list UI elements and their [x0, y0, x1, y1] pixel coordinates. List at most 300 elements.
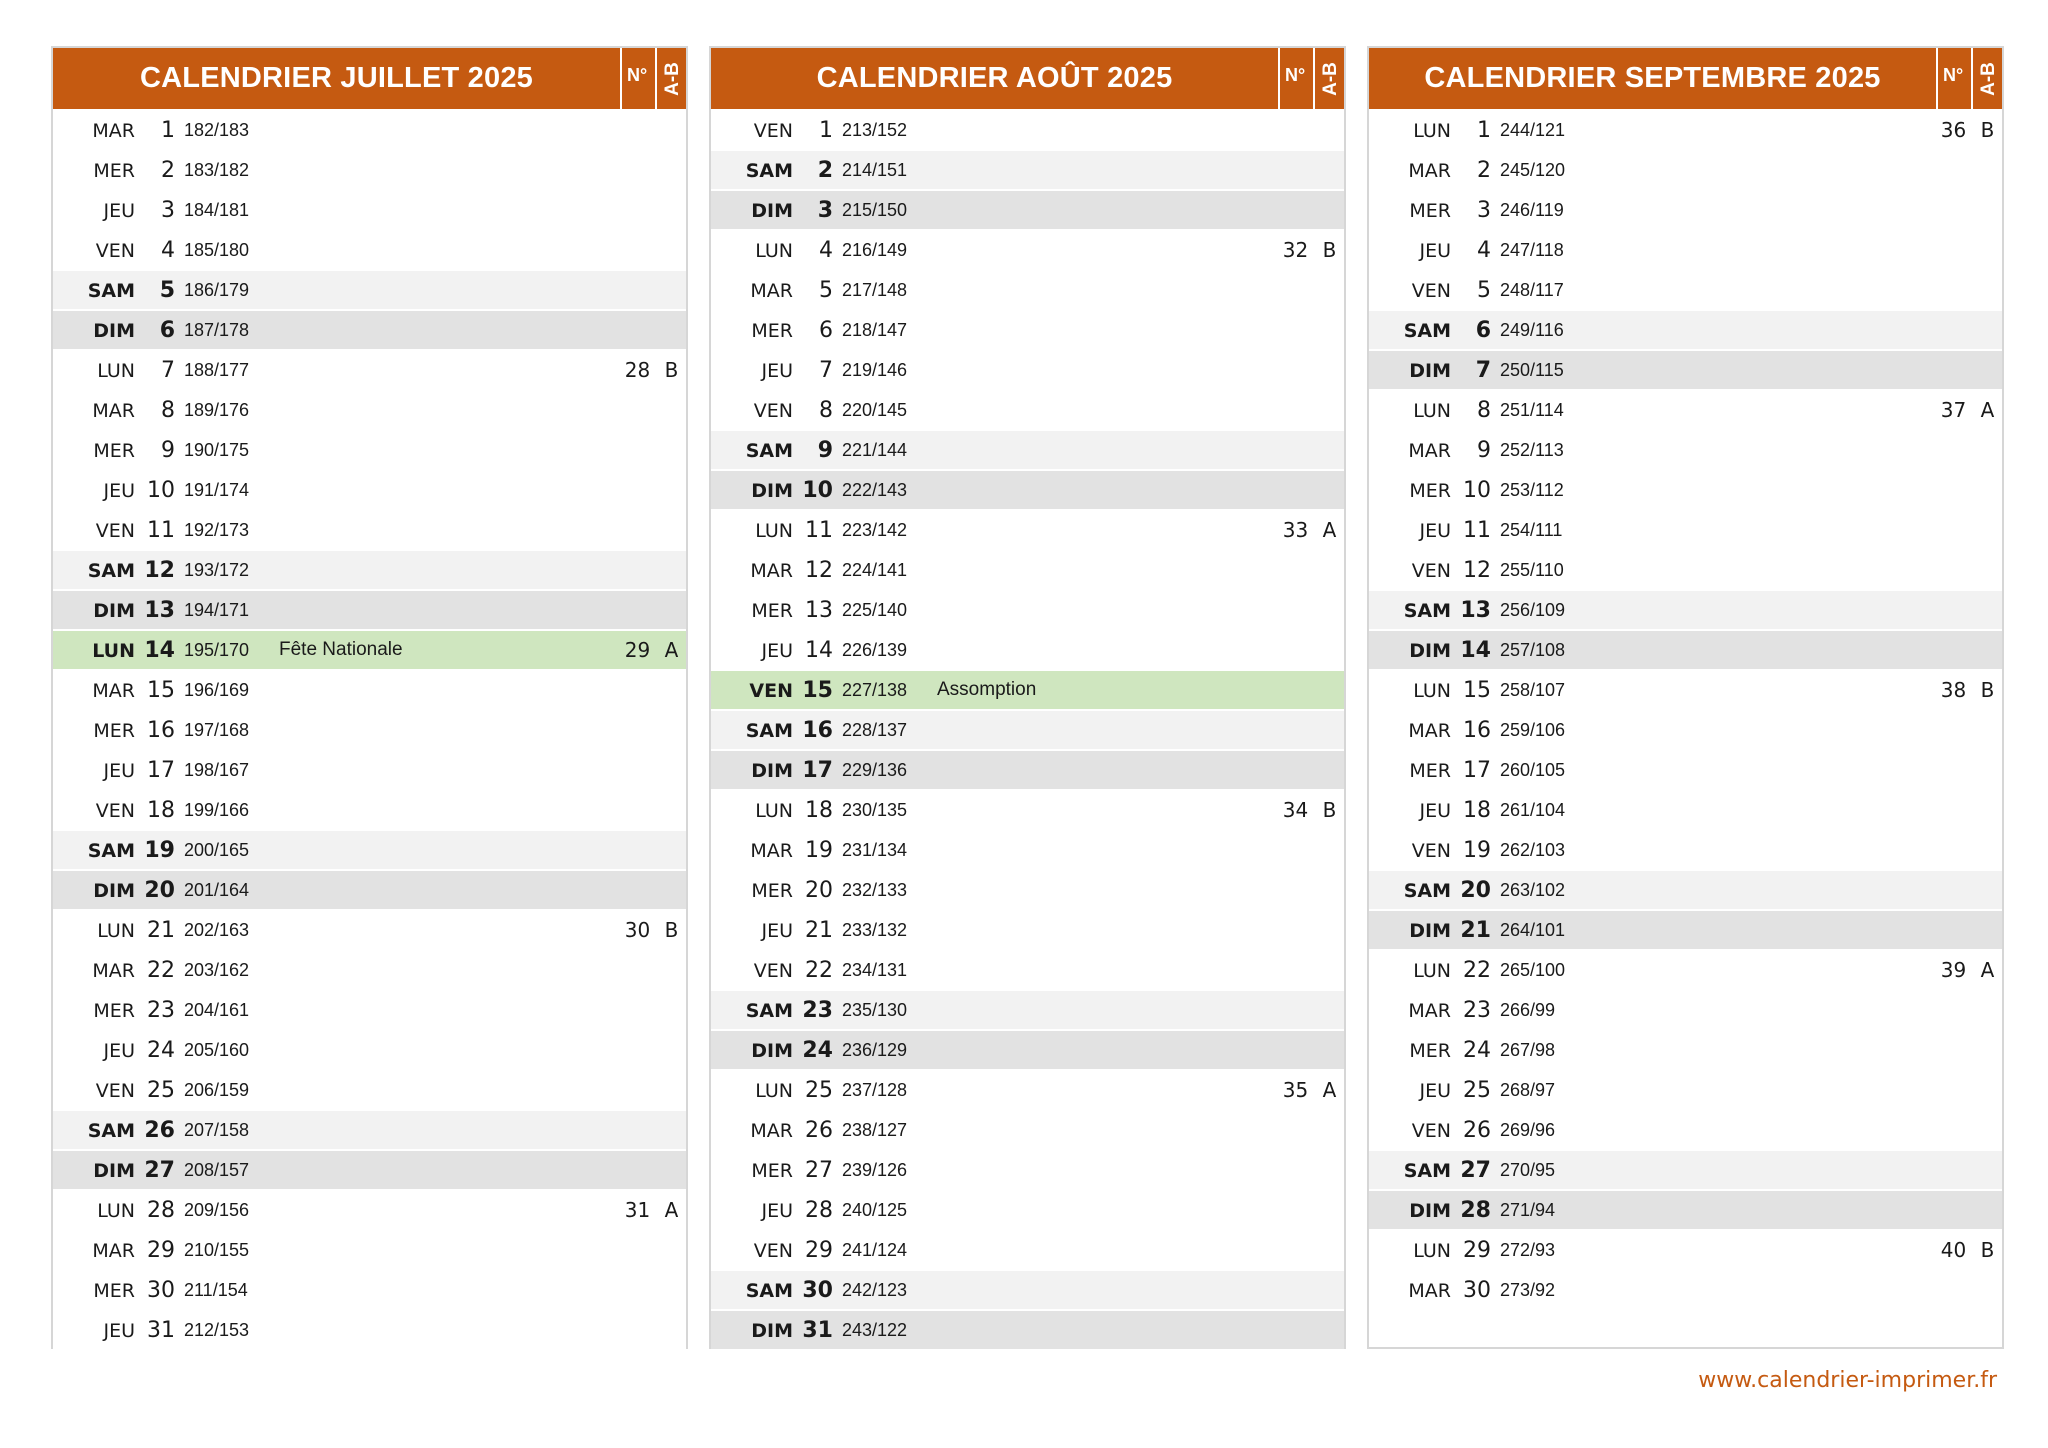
day-number: 20 [1460, 878, 1491, 903]
day-row [1369, 351, 2002, 391]
week-ab: B [664, 358, 679, 382]
day-name: DIM [751, 760, 793, 782]
day-row [53, 431, 686, 471]
day-row [1369, 671, 2002, 711]
day-of-year: 252/113 [1500, 440, 1564, 460]
day-of-year: 263/102 [1500, 880, 1566, 900]
day-name: VEN [1411, 560, 1451, 582]
day-number: 21 [1460, 918, 1491, 943]
day-of-year: 222/143 [842, 480, 908, 500]
day-number: 5 [819, 278, 833, 303]
day-of-year: 265/100 [1500, 960, 1566, 980]
day-number: 30 [802, 1278, 833, 1303]
day-row [53, 511, 686, 551]
day-name: SAM [87, 280, 135, 302]
day-number: 18 [1463, 798, 1491, 823]
day-row [711, 591, 1344, 631]
day-of-year: 223/142 [842, 520, 908, 540]
day-number: 26 [144, 1118, 175, 1143]
day-number: 15 [802, 678, 833, 703]
day-name: MAR [750, 560, 793, 582]
day-row [53, 1271, 686, 1311]
day-of-year: 199/166 [184, 800, 250, 820]
day-name: DIM [1409, 920, 1451, 942]
week-ab: B [1980, 678, 1995, 702]
day-number: 24 [1463, 1038, 1491, 1063]
day-number: 8 [161, 398, 175, 423]
day-name: LUN [92, 640, 135, 662]
month-calendar-july [51, 46, 688, 1349]
day-number: 7 [819, 358, 833, 383]
day-name: SAM [745, 1000, 793, 1022]
day-name: MER [751, 880, 793, 902]
day-name: MAR [92, 120, 135, 142]
day-of-year: 247/118 [1500, 240, 1564, 260]
day-name: JEU [103, 480, 135, 502]
day-number: 25 [147, 1078, 175, 1103]
day-row [1369, 791, 2002, 831]
day-row [53, 631, 686, 671]
day-number: 14 [1460, 638, 1491, 663]
day-of-year: 238/127 [842, 1120, 908, 1140]
day-name: LUN [97, 920, 135, 942]
day-of-year: 200/165 [184, 840, 250, 860]
day-of-year: 213/152 [842, 120, 908, 140]
week-ab: B [1322, 238, 1337, 262]
day-of-year: 256/109 [1500, 600, 1566, 620]
day-of-year: 254/111 [1500, 520, 1563, 540]
day-of-year: 185/180 [184, 240, 250, 260]
day-of-year: 237/128 [842, 1080, 908, 1100]
day-number: 14 [144, 638, 175, 663]
day-of-year: 216/149 [842, 240, 908, 260]
day-name: JEU [761, 360, 793, 382]
day-name: MAR [1408, 160, 1451, 182]
day-row [1369, 231, 2002, 271]
day-of-year: 208/157 [184, 1160, 250, 1180]
day-of-year: 226/139 [842, 640, 908, 660]
day-name: MAR [92, 400, 135, 422]
day-name: SAM [745, 160, 793, 182]
day-of-year: 240/125 [842, 1200, 908, 1220]
day-number: 28 [805, 1198, 833, 1223]
day-row [711, 391, 1344, 431]
day-name: LUN [97, 360, 135, 382]
day-number: 18 [805, 798, 833, 823]
day-row [1369, 1271, 2002, 1311]
day-row [1369, 911, 2002, 951]
day-name: JEU [761, 1200, 793, 1222]
day-of-year: 202/163 [184, 920, 250, 940]
week-number: 29 [624, 638, 651, 662]
day-row [711, 151, 1344, 191]
day-name: VEN [753, 1240, 793, 1262]
day-of-year: 198/167 [184, 760, 250, 780]
week-ab: A [1322, 1078, 1337, 1102]
day-name: LUN [1413, 960, 1451, 982]
day-of-year: 227/138 [842, 680, 908, 700]
day-number: 2 [1477, 158, 1491, 183]
day-number: 14 [805, 638, 833, 663]
day-name: LUN [1413, 680, 1451, 702]
day-number: 22 [1463, 958, 1491, 983]
day-row [1369, 951, 2002, 991]
day-number: 5 [159, 278, 175, 303]
month-title: CALENDRIER SEPTEMBRE 2025 [1424, 62, 1881, 94]
day-number: 23 [1463, 998, 1491, 1023]
day-of-year: 246/119 [1500, 200, 1564, 220]
day-name: VEN [95, 800, 135, 822]
day-name: JEU [761, 640, 793, 662]
week-ab: B [1980, 1238, 1995, 1262]
day-row [711, 831, 1344, 871]
day-of-year: 210/155 [184, 1240, 250, 1260]
website-link[interactable]: www.calendrier-imprimer.fr [1698, 1368, 1997, 1393]
day-number: 1 [819, 118, 833, 143]
day-row [53, 271, 686, 311]
day-number: 17 [802, 758, 833, 783]
day-of-year: 241/124 [842, 1240, 908, 1260]
day-row [711, 431, 1344, 471]
day-name: JEU [1419, 800, 1451, 822]
day-of-year: 201/164 [184, 880, 250, 900]
day-row [53, 831, 686, 871]
day-of-year: 253/112 [1500, 480, 1564, 500]
day-number: 17 [1463, 758, 1491, 783]
day-of-year: 242/123 [842, 1280, 908, 1300]
day-name: MER [1409, 200, 1451, 222]
day-row [711, 711, 1344, 751]
day-number: 30 [1463, 1278, 1491, 1303]
day-of-year: 268/97 [1500, 1080, 1556, 1100]
day-row [711, 1151, 1344, 1191]
day-name: MAR [92, 680, 135, 702]
day-row [1369, 311, 2002, 351]
day-row [1369, 1031, 2002, 1071]
day-name: LUN [755, 800, 793, 822]
day-rows [53, 111, 686, 1351]
day-name: MAR [1408, 720, 1451, 742]
day-of-year: 191/174 [184, 480, 250, 500]
day-name: JEU [1419, 520, 1451, 542]
day-of-year: 193/172 [184, 560, 250, 580]
day-of-year: 211/154 [184, 1280, 248, 1300]
day-row [53, 151, 686, 191]
day-of-year: 209/156 [184, 1200, 250, 1220]
day-number: 19 [1463, 838, 1491, 863]
day-row [53, 591, 686, 631]
holiday-name: Fête Nationale [279, 639, 403, 660]
day-of-year: 192/173 [184, 520, 250, 540]
day-name: LUN [1413, 120, 1451, 142]
day-of-year: 273/92 [1500, 1280, 1556, 1300]
day-name: DIM [93, 320, 135, 342]
day-of-year: 221/144 [842, 440, 908, 460]
day-name: SAM [1403, 880, 1451, 902]
day-row [711, 511, 1344, 551]
day-row [53, 1111, 686, 1151]
day-row [53, 751, 686, 791]
day-row [53, 1071, 686, 1111]
day-number: 19 [805, 838, 833, 863]
day-of-year: 203/162 [184, 960, 250, 980]
day-name: MAR [750, 1120, 793, 1142]
day-name: SAM [87, 560, 135, 582]
day-name: MAR [750, 280, 793, 302]
day-row [1369, 111, 2002, 151]
day-number: 28 [147, 1198, 175, 1223]
day-row [711, 671, 1344, 711]
day-number: 12 [1463, 558, 1491, 583]
day-of-year: 207/158 [184, 1120, 250, 1140]
day-name: MER [93, 1000, 135, 1022]
day-of-year: 233/132 [842, 920, 908, 940]
day-row [711, 271, 1344, 311]
day-row [53, 1151, 686, 1191]
day-number: 5 [1477, 278, 1491, 303]
day-of-year: 270/95 [1500, 1160, 1556, 1180]
month-header [53, 48, 686, 111]
day-of-year: 186/179 [184, 280, 250, 300]
day-number: 1 [161, 118, 175, 143]
day-of-year: 194/171 [184, 600, 250, 620]
day-row [53, 791, 686, 831]
day-number: 13 [805, 598, 833, 623]
week-ab: B [1980, 118, 1995, 142]
day-row [711, 231, 1344, 271]
day-of-year: 249/116 [1500, 320, 1564, 340]
day-of-year: 219/146 [842, 360, 908, 380]
week-ab: A [1980, 398, 1995, 422]
day-of-year: 234/131 [842, 960, 908, 980]
day-number: 3 [817, 198, 833, 223]
day-of-year: 245/120 [1500, 160, 1566, 180]
day-number: 8 [1477, 398, 1491, 423]
day-of-year: 250/115 [1500, 360, 1564, 380]
day-row [711, 351, 1344, 391]
day-number: 29 [147, 1238, 175, 1263]
day-of-year: 190/175 [184, 440, 250, 460]
day-number: 29 [805, 1238, 833, 1263]
day-rows [711, 111, 1344, 1351]
day-row [53, 391, 686, 431]
day-name: MAR [1408, 1000, 1451, 1022]
day-row [711, 1191, 1344, 1231]
day-of-year: 218/147 [842, 320, 908, 340]
day-of-year: 251/114 [1500, 400, 1564, 420]
day-of-year: 217/148 [842, 280, 908, 300]
day-of-year: 271/94 [1500, 1200, 1556, 1220]
day-row [53, 911, 686, 951]
day-name: MER [93, 1280, 135, 1302]
day-row [711, 751, 1344, 791]
day-row [53, 551, 686, 591]
month-title: CALENDRIER JUILLET 2025 [140, 62, 533, 94]
day-name: MAR [1408, 440, 1451, 462]
day-name: SAM [1403, 1160, 1451, 1182]
day-name: JEU [761, 920, 793, 942]
week-ab-header: A-B [1313, 48, 1346, 109]
day-number: 26 [805, 1118, 833, 1143]
day-number: 29 [1463, 1238, 1491, 1263]
day-row [53, 1031, 686, 1071]
day-of-year: 187/178 [184, 320, 250, 340]
day-row [53, 871, 686, 911]
day-name: VEN [1411, 280, 1451, 302]
day-of-year: 244/121 [1500, 120, 1566, 140]
day-row [711, 1231, 1344, 1271]
day-of-year: 183/182 [184, 160, 250, 180]
day-row [53, 351, 686, 391]
day-row [711, 991, 1344, 1031]
week-number: 35 [1282, 1078, 1309, 1102]
day-number: 3 [161, 198, 175, 223]
day-of-year: 212/153 [184, 1320, 250, 1340]
week-number: 31 [624, 1198, 651, 1222]
day-name: VEN [753, 400, 793, 422]
week-number: 34 [1282, 798, 1309, 822]
day-of-year: 182/183 [184, 120, 250, 140]
day-number: 10 [147, 478, 175, 503]
day-number: 21 [147, 918, 175, 943]
day-of-year: 235/130 [842, 1000, 908, 1020]
day-number: 1 [1477, 118, 1491, 143]
day-name: DIM [93, 1160, 135, 1182]
day-name: LUN [755, 240, 793, 262]
day-number: 25 [805, 1078, 833, 1103]
week-number: 40 [1940, 1238, 1967, 1262]
week-ab-header: A-B [655, 48, 688, 109]
day-name: SAM [745, 1280, 793, 1302]
day-row [1369, 1151, 2002, 1191]
day-number: 23 [802, 998, 833, 1023]
day-number: 4 [819, 238, 833, 263]
day-name: LUN [1413, 1240, 1451, 1262]
day-number: 22 [147, 958, 175, 983]
week-ab: A [664, 638, 679, 662]
month-header [711, 48, 1344, 111]
day-row [1369, 711, 2002, 751]
month-calendar-august [709, 46, 1346, 1349]
day-row [53, 231, 686, 271]
day-of-year: 266/99 [1500, 1000, 1556, 1020]
day-name: DIM [751, 480, 793, 502]
day-row [1369, 391, 2002, 431]
week-number: 38 [1940, 678, 1967, 702]
day-row [1369, 511, 2002, 551]
day-row [1369, 631, 2002, 671]
day-of-year: 204/161 [184, 1000, 250, 1020]
day-of-year: 260/105 [1500, 760, 1566, 780]
day-name: JEU [103, 200, 135, 222]
day-number: 28 [1460, 1198, 1491, 1223]
day-number: 19 [144, 838, 175, 863]
day-name: SAM [745, 440, 793, 462]
day-row [711, 311, 1344, 351]
day-name: DIM [751, 200, 793, 222]
week-number: 39 [1940, 958, 1967, 982]
day-name: MER [93, 720, 135, 742]
day-row [53, 1231, 686, 1271]
week-number-header: N° [1936, 48, 1971, 109]
day-of-year: 272/93 [1500, 1240, 1556, 1260]
week-ab: B [664, 918, 679, 942]
day-of-year: 264/101 [1500, 920, 1566, 940]
day-name: DIM [93, 600, 135, 622]
day-of-year: 220/145 [842, 400, 908, 420]
day-number: 6 [159, 318, 175, 343]
day-of-year: 228/137 [842, 720, 908, 740]
day-of-year: 239/126 [842, 1160, 908, 1180]
day-name: JEU [103, 760, 135, 782]
day-name: MER [751, 1160, 793, 1182]
day-row [53, 991, 686, 1031]
day-of-year: 232/133 [842, 880, 908, 900]
day-number: 24 [802, 1038, 833, 1063]
day-row [711, 551, 1344, 591]
day-name: JEU [103, 1040, 135, 1062]
day-number: 15 [147, 678, 175, 703]
day-number: 22 [805, 958, 833, 983]
day-name: LUN [755, 1080, 793, 1102]
day-row [1369, 271, 2002, 311]
day-row [1369, 1111, 2002, 1151]
day-number: 12 [144, 558, 175, 583]
day-name: MER [1409, 760, 1451, 782]
day-row [1369, 591, 2002, 631]
day-of-year: 188/177 [184, 360, 250, 380]
holiday-name: Assomption [937, 679, 1037, 700]
day-of-year: 230/135 [842, 800, 908, 820]
day-of-year: 206/159 [184, 1080, 250, 1100]
day-row [1369, 991, 2002, 1031]
day-number: 4 [1477, 238, 1491, 263]
day-row [53, 671, 686, 711]
day-of-year: 215/150 [842, 200, 908, 220]
day-name: VEN [95, 240, 135, 262]
day-row [1369, 431, 2002, 471]
day-number: 18 [147, 798, 175, 823]
day-of-year: 243/122 [842, 1320, 908, 1340]
week-number: 37 [1940, 398, 1967, 422]
week-ab-header: A-B [1971, 48, 2004, 109]
day-number: 31 [802, 1318, 833, 1343]
week-number: 36 [1940, 118, 1967, 142]
day-name: VEN [1411, 840, 1451, 862]
day-name: MER [751, 600, 793, 622]
day-row [1369, 1231, 2002, 1271]
day-rows [1369, 111, 2002, 1311]
day-number: 24 [147, 1038, 175, 1063]
day-name: VEN [95, 1080, 135, 1102]
day-of-year: 225/140 [842, 600, 908, 620]
day-of-year: 259/106 [1500, 720, 1566, 740]
day-number: 27 [1460, 1158, 1491, 1183]
week-number: 28 [624, 358, 651, 382]
day-name: MER [93, 440, 135, 462]
day-row [1369, 751, 2002, 791]
week-ab: A [664, 1198, 679, 1222]
week-ab: B [1322, 798, 1337, 822]
day-number: 4 [161, 238, 175, 263]
day-of-year: 231/134 [842, 840, 908, 860]
day-row [711, 1031, 1344, 1071]
day-number: 30 [147, 1278, 175, 1303]
day-of-year: 258/107 [1500, 680, 1566, 700]
day-row [711, 871, 1344, 911]
day-number: 27 [805, 1158, 833, 1183]
day-name: LUN [97, 1200, 135, 1222]
